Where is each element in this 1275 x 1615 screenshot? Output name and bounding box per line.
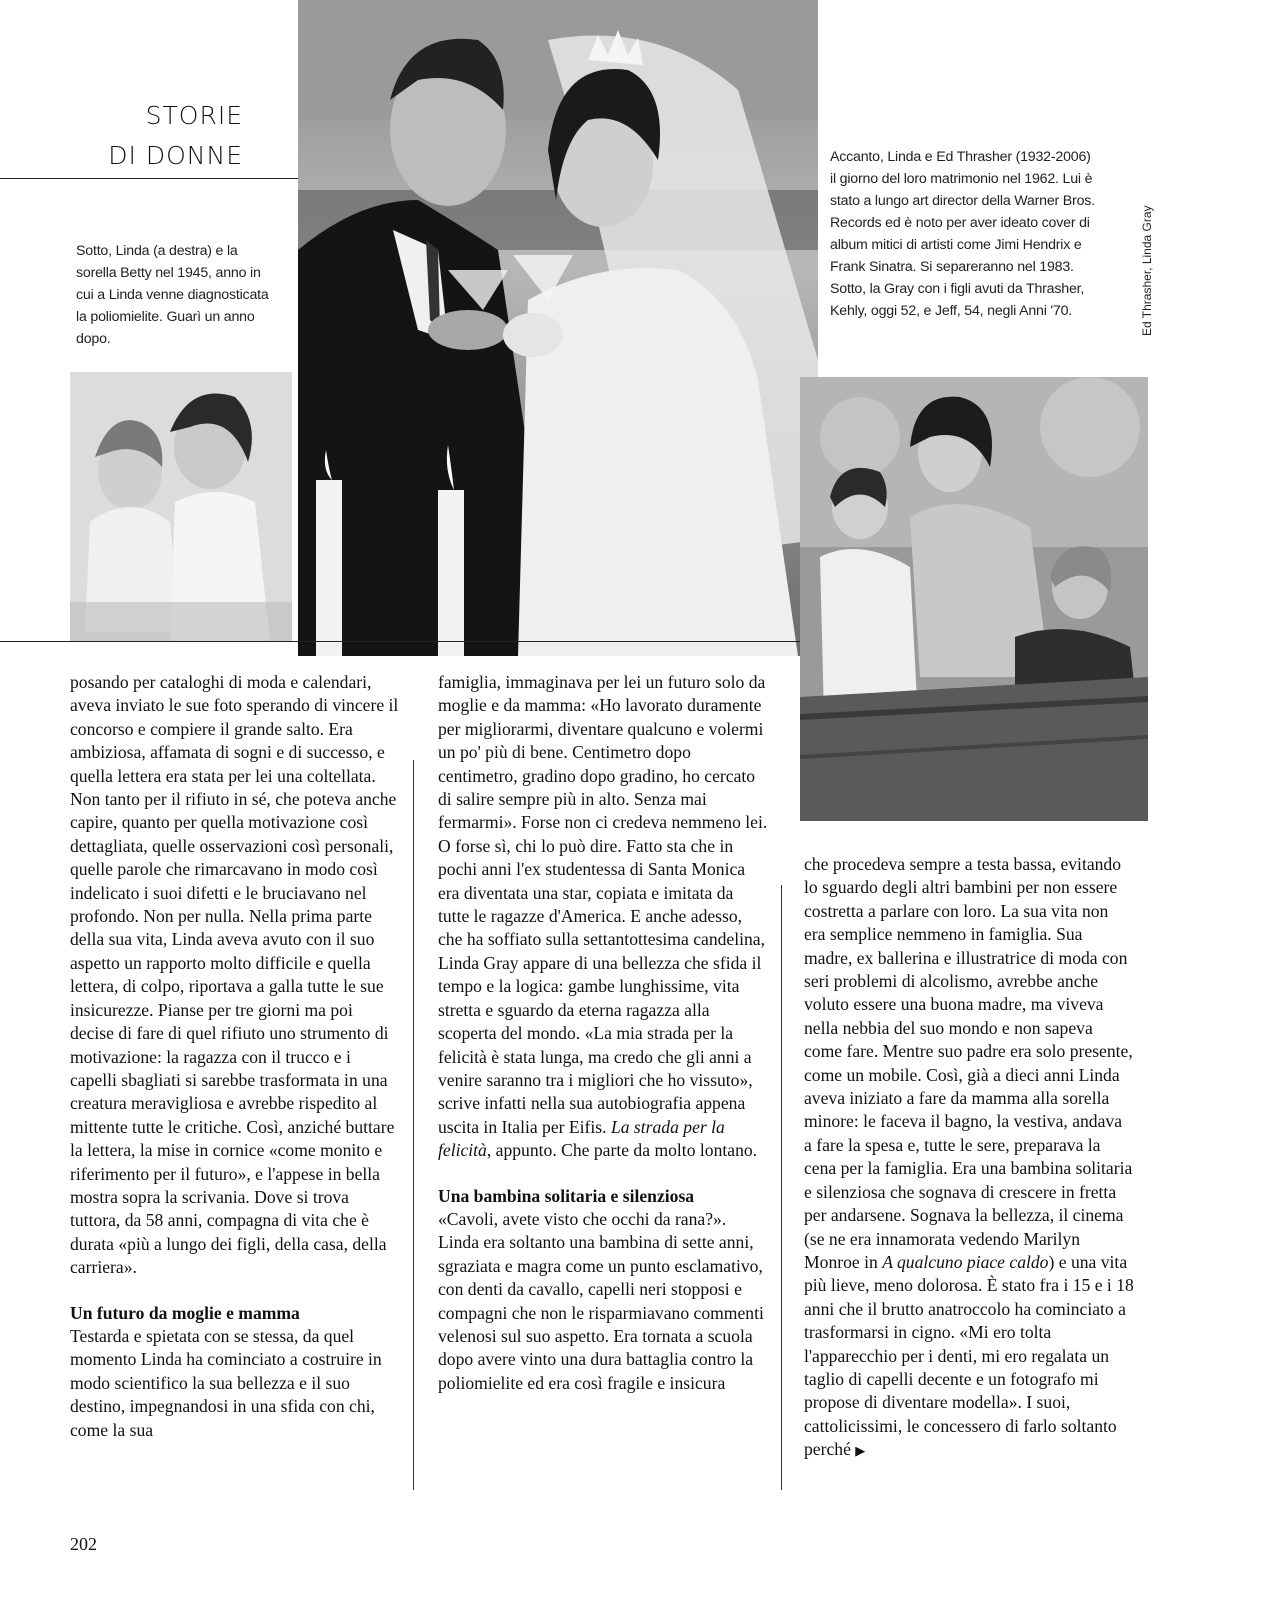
film-title: A qualcuno piace caldo: [882, 1251, 1049, 1272]
paragraph-text: ) e una vita più lieve, meno dolorosa. È stato fra i 15 e i 18 anni che il brutto anatroccolo ha cominciato a trasformarsi in cigno. «Mi ero tolta l'apparecchio per i denti, mi ero regalata un taglio di capelli decente e un fotografo mi propose di diventare modella». I suoi, cattolicissimi, le concessero di farlo soltanto perché: [804, 1251, 1134, 1460]
family-photo: [800, 377, 1148, 821]
paragraph: [438, 671, 768, 1163]
article-column-3: [804, 853, 1134, 1463]
paragraph: posando per cataloghi di moda e calendari, aveva inviato le sue foto sperando di vincere il concorso e compiere il grande salto. Era ambiziosa, affamata di sogni e di successo, e quella lettera era stata per lei una coltellata. Non tanto per il rifiuto in sé, che poteva anche capire, quanto per quella motivazione così dettagliata, quelle osservazioni così personali, quelle parole che rimarcavano in modo così indelicato i suoi difetti e le bruciavano nel profondo. Non per nulla. Nella prima parte della sua vita, Linda aveva avuto con il suo aspetto un rapporto molto difficile e quella lettera, di colpo, riportava a galla tutte le sue insicurezze. Pianse per tre giorni ma poi decise di fare di quel rifiuto uno strumento di motivazione: la ragazza con il trucco e i capelli sbagliati si sarebbe trasformata in una creatura meravigliosa e avrebbe rispedito al mittente tutte le critiche. Così, anziché buttare la lettera, la mise in cornice «come monito e riferimento per il futuro», e l'appese in bella mostra sopra la scrivania. Dove si trova tuttora, da 58 anni, compagna di vita che è durata «più a lungo dei figli, della casa, della carriera».: [70, 672, 399, 1278]
book-title: La strada per la felicità: [438, 1116, 725, 1161]
caption-left: Sotto, Linda (a destra) e la sorella Betty nel 1945, anno in cui a Linda venne diagnosticata la poliomielite. Guarì un anno dopo.: [76, 243, 269, 347]
paragraph-text: famiglia, immaginava per lei un futuro solo da moglie e da mamma: «Ho lavorato duramente per migliorarmi, diventare qualcuno e volermi un po' più di bene. Centimetro dopo centimetro, gradino dopo gradino, ho cercato di salire sempre più in alto. Senza mai fermarmi». Forse non ci credeva nemmeno lei. O forse sì, chi lo può dire. Fatto sta che in pochi anni l'ex studentessa di Santa Monica era diventata una star, copiata e imitata da tutte le ragazze d'America. E anche adesso, che ha soffiato sulla settantottesima candelina, Linda Gray appare di una bellezza che sfida il tempo e la logica: gambe lunghissime, vita stretta e sguardo da eterna ragazza alla scoperta del mondo. «La mia strada per la felicità è stata lunga, ma credo che gli anni a venire saranno tra i migliori che ho vissuto», scrive infatti nella sua autobiografia appena uscita in Italia per Eifis.: [438, 672, 768, 1137]
article-column-1: [70, 671, 400, 1442]
page-number: 202: [70, 1534, 97, 1554]
continue-arrow-icon: ▶: [855, 1443, 866, 1459]
subheading: Una bambina solitaria e silenziosa: [438, 1185, 695, 1206]
photo-rule: [0, 641, 800, 642]
paragraph-text: che procedeva sempre a testa bassa, evitando lo sguardo degli altri bambini per non essere costretta a parlare con loro. La sua vita non era semplice nemmeno in famiglia. Sua madre, ex ballerina e illustratrice di moda con seri problemi di alcolismo, avrebbe anche voluto essere una buona madre, ma viveva nella nebbia del suo mondo e non sapeva come fare. Mentre suo padre era solo presente, come un mobile. Così, già a dieci anni Linda aveva iniziato a fare da mamma alla sorella minore: le faceva il bagno, la vestiva, andava a fare la spesa e, tutte le sere, preparava la cena per la famiglia. Era una bambina solitaria e silenziosa che sognava di crescere in fretta per andarsene. Sognava la bellezza, il cinema (se ne era innamorata vedendo Marilyn Monroe in: [804, 854, 1133, 1272]
column-divider-2: [781, 885, 782, 1490]
subheading: Un futuro da moglie e mamma: [70, 1302, 300, 1323]
paragraph: Testarda e spietata con se stessa, da quel momento Linda ha cominciato a costruire in modo scientifico la sua bellezza e il suo destino, impegnandosi in una sfida con chi, come la sua: [70, 1325, 382, 1440]
section-title: [108, 96, 243, 176]
paragraph: [804, 853, 1134, 1463]
article-column-2: [438, 671, 768, 1395]
sisters-photo: [70, 372, 292, 642]
paragraph: «Cavoli, avete visto che occhi da rana?». Linda era soltanto una bambina di sette anni, sgraziata e magra come un punto esclamativo, con denti da cavallo, capelli neri stopposi e compagni che non le risparmiavano commenti velenosi sul suo aspetto. Era tornata a scuola dopo avere vinto una dura battaglia contro la poliomielite ed era così fragile e insicura: [438, 1208, 764, 1393]
section-rule: [0, 178, 298, 179]
section-title-line1: STORIE: [145, 101, 243, 130]
column-divider-1: [413, 760, 414, 1490]
section-title-line2: DI DONNE: [108, 141, 243, 170]
wedding-photo: [298, 0, 818, 656]
caption-right: Accanto, Linda e Ed Thrasher (1932-2006) il giorno del loro matrimonio nel 1962. Lui è stato a lungo art director della Warner Bros. Records ed è noto per aver ideato cover di album mitici di artisti come Jimi Hendrix e Frank Sinatra. Si separeranno nel 1983. Sotto, la Gray con i figli avuti da Thrasher, Kehly, oggi 52, e Jeff, 54, negli Anni '70.: [830, 149, 1095, 319]
paragraph-text: , appunto. Che parte da molto lontano.: [486, 1140, 758, 1161]
photo-credit: Ed Thrasher, Linda Gray: [1140, 205, 1154, 336]
